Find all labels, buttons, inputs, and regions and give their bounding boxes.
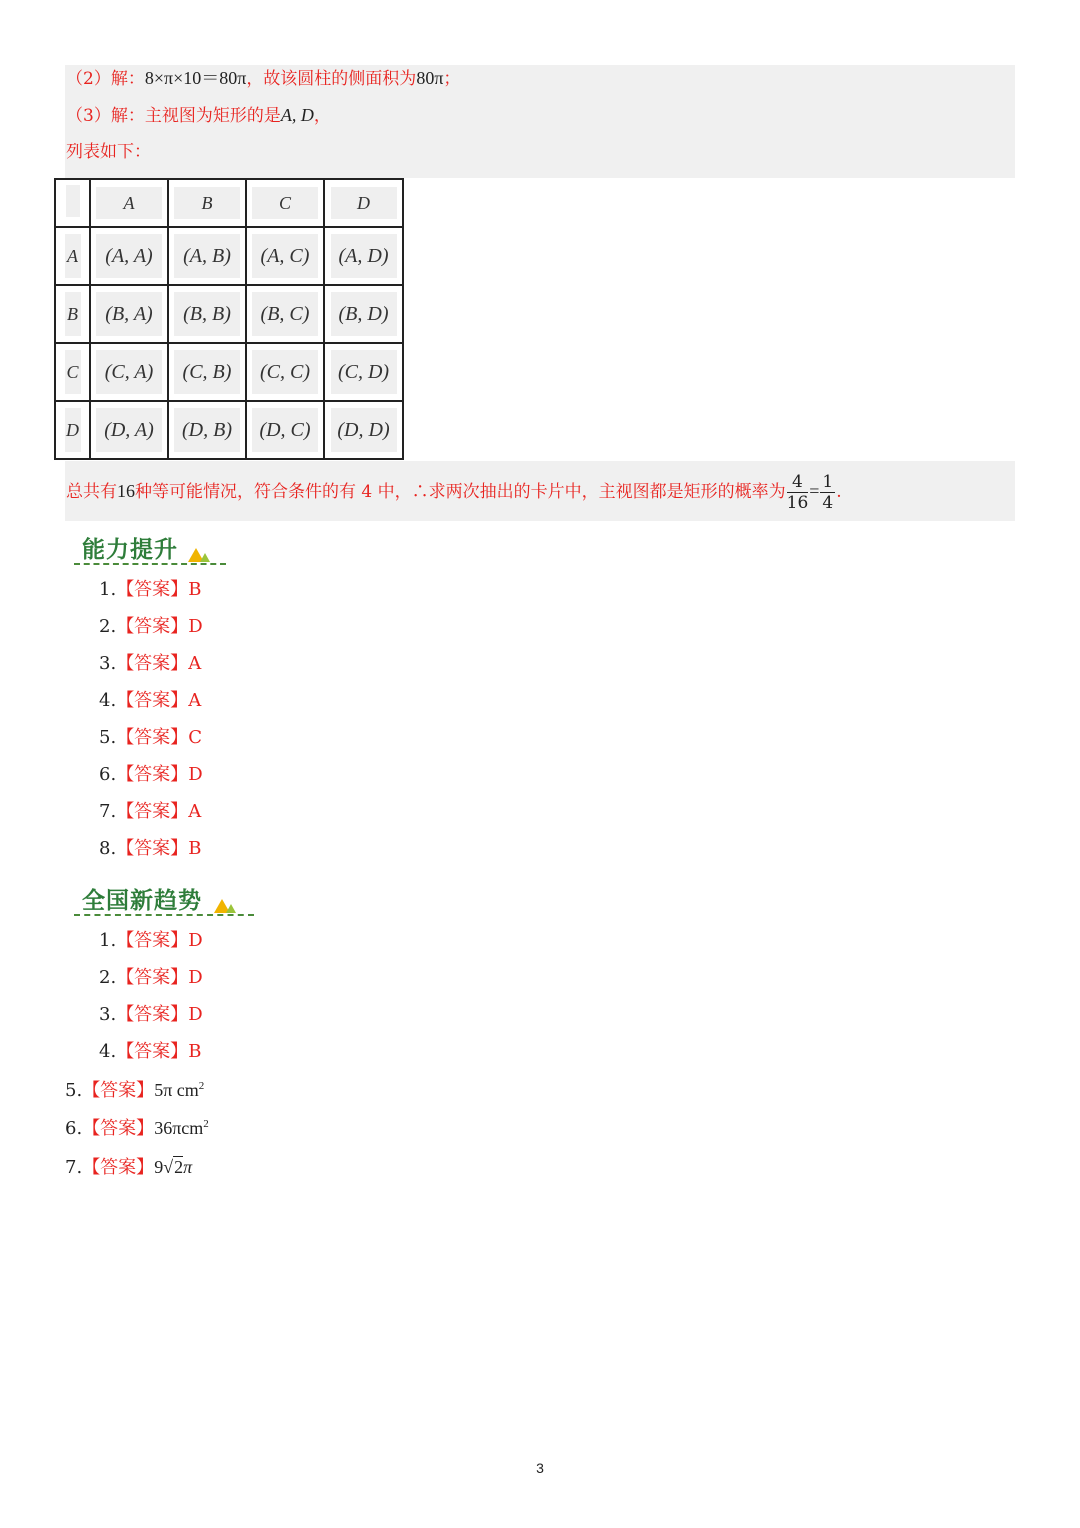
answer-item: 2.【答案】D [99, 967, 203, 988]
answer-item: 4.【答案】B [99, 1041, 202, 1062]
solution-line-3: （3）解：主视图为矩形的是A, D， [66, 105, 331, 126]
table-row [55, 401, 403, 459]
fraction-1-4: $\frac{1}{4}$ [822, 472, 834, 513]
table-cell: (C, D) [324, 343, 403, 401]
section-underline [74, 914, 254, 916]
table-cell: (A, A) [90, 227, 168, 285]
answer-item: 6.【答案】D [99, 764, 203, 785]
list-label: 列表如下： [66, 142, 151, 162]
fraction-4-16: $\frac{4}{16}$ [786, 472, 809, 513]
outcome-table [54, 178, 404, 460]
table-cell: (B, D) [324, 285, 403, 343]
table-cell: (A, D) [324, 227, 403, 285]
table-cell: (C, A) [90, 343, 168, 401]
answer-item: 6.【答案】36πcm$^2$ [65, 1118, 209, 1139]
table-cell: (B, C) [246, 285, 324, 343]
sqrt-symbol: √ [163, 1157, 174, 1177]
table-row-label: B [55, 285, 90, 343]
table-header-cell: A [90, 179, 168, 227]
table-row-label: C [55, 343, 90, 401]
table-header-cell: D [324, 179, 403, 227]
answer-item: 5.【答案】5π $cm^2$ [65, 1080, 205, 1101]
table-header-row [55, 179, 403, 227]
answer-item: 5.【答案】C [99, 727, 202, 748]
answer-item: 7.【答案】9√2π [65, 1157, 193, 1178]
answer-item: 3.【答案】A [99, 653, 202, 674]
table-row-label: D [55, 401, 90, 459]
table-cell: (D, D) [324, 401, 403, 459]
table-header-cell: B [168, 179, 246, 227]
table-row [55, 343, 403, 401]
conclusion-line: 总共有16种等可能情况，符合条件的有 4 中，∴求两次抽出的卡片中，主视图都是矩形的概率为 $\frac{4}{16}$ = $\frac{1}{4}$ . [66, 472, 842, 513]
table-cell: (A, C) [246, 227, 324, 285]
table-cell: (D, A) [90, 401, 168, 459]
answer-item: 8.【答案】B [99, 838, 202, 859]
section-title-national-trend: 全国新趋势 [82, 888, 202, 914]
table-row-label: A [55, 227, 90, 285]
table-cell: (D, B) [168, 401, 246, 459]
table-cell: (C, C) [246, 343, 324, 401]
answer-item: 4.【答案】A [99, 690, 202, 711]
answer-item: 1.【答案】D [99, 930, 203, 951]
table-cell: (B, A) [90, 285, 168, 343]
answer-item: 7.【答案】A [99, 801, 202, 822]
table-corner-cell [55, 179, 90, 227]
section-underline [74, 563, 226, 565]
answer-item: 3.【答案】D [99, 1004, 203, 1025]
table-cell: (D, C) [246, 401, 324, 459]
table-header-cell: C [246, 179, 324, 227]
table-cell: (A, B) [168, 227, 246, 285]
page-number: 3 [536, 1460, 544, 1476]
mountain-icon [200, 553, 210, 562]
solution-line-2: （2）解：8×π×10＝80π，故该圆柱的侧面积为80π； [66, 68, 461, 89]
answer-item: 1.【答案】B [99, 579, 202, 600]
section-title-ability: 能力提升 [82, 537, 178, 563]
table-cell: (B, B) [168, 285, 246, 343]
table-row [55, 227, 403, 285]
table-row [55, 285, 403, 343]
table-cell: (C, B) [168, 343, 246, 401]
answer-item: 2.【答案】D [99, 616, 203, 637]
mountain-icon [226, 904, 236, 913]
